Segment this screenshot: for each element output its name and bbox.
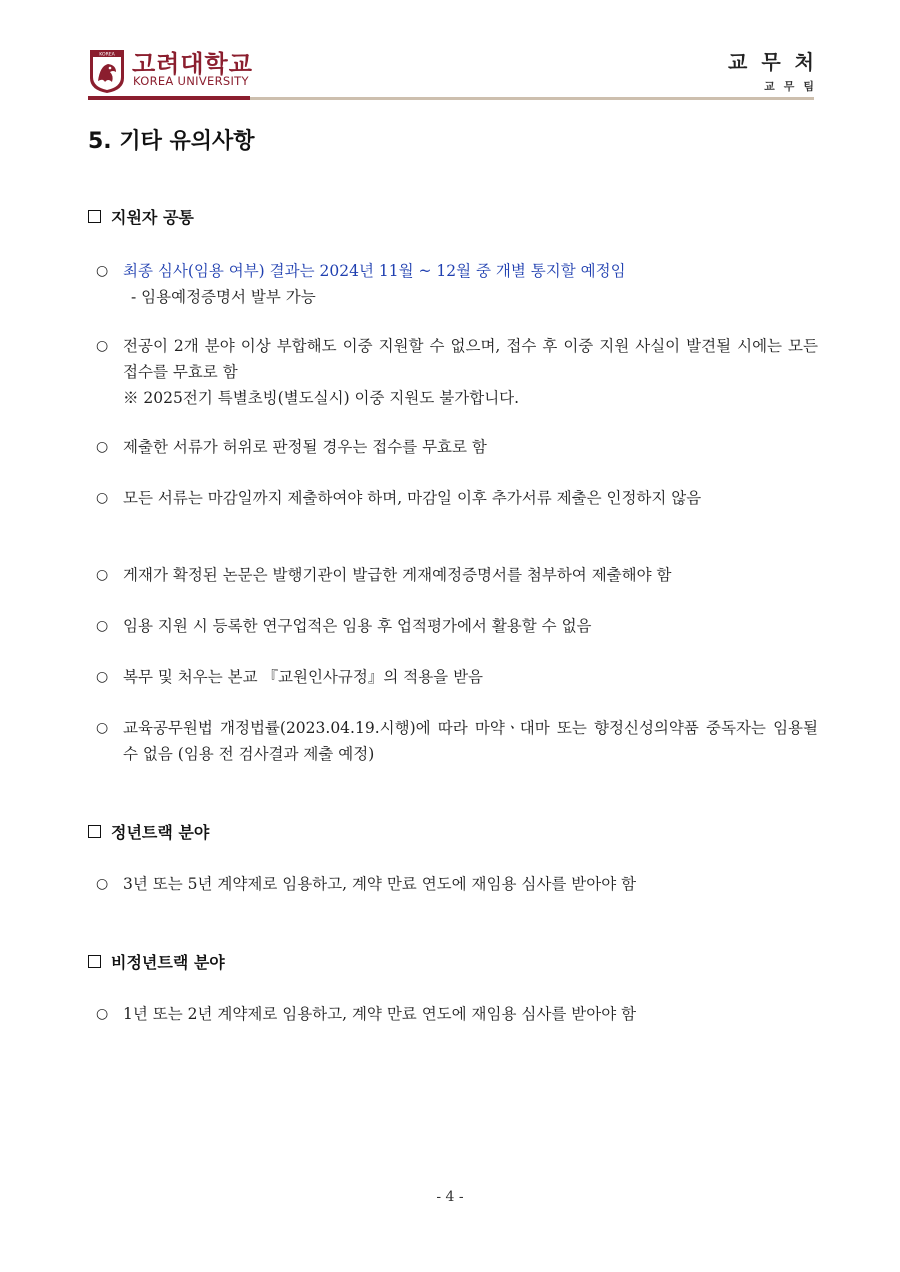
bullet-circle-icon: ○ — [96, 876, 109, 892]
bullet-circle-icon: ○ — [96, 720, 109, 736]
checkbox-square-icon — [88, 955, 101, 968]
department-name: 교무처 — [728, 50, 828, 74]
checkbox-square-icon — [88, 210, 101, 223]
bullet-circle-icon: ○ — [96, 490, 109, 506]
list-item — [96, 258, 818, 310]
bullet-circle-icon: ○ — [96, 567, 109, 583]
item-text: 1년 또는 2년 계약제로 임용하고, 계약 만료 연도에 재임용 심사를 받아야 함 — [123, 1005, 637, 1023]
group-heading-tenure-track — [88, 820, 818, 843]
university-seal-icon — [88, 48, 126, 94]
header-rule — [250, 97, 814, 100]
list-item — [96, 434, 818, 460]
group-heading-label: 비정년트랙 분야 — [111, 953, 225, 972]
item-text: 모든 서류는 마감일까지 제출하여야 하며, 마감일 이후 추가서류 제출은 인정하지 않음 — [123, 489, 702, 507]
list-item — [96, 333, 818, 411]
bullet-circle-icon: ○ — [96, 439, 109, 455]
document-header — [88, 44, 828, 102]
list-item — [96, 715, 818, 767]
item-text: 제출한 서류가 허위로 판정될 경우는 접수를 무효로 함 — [123, 438, 487, 456]
item-text: 전공이 2개 분야 이상 부합해도 이중 지원할 수 없으며, 접수 후 이중 지원 사실이 발견될 시에는 모든 접수를 무효로 함 — [123, 337, 818, 381]
page-number: - 4 - — [436, 1189, 464, 1205]
bullet-circle-icon: ○ — [96, 263, 109, 279]
item-note: ※ 2025전기 특별초빙(별도실시) 이중 지원도 불가합니다. — [123, 389, 520, 407]
list-item — [96, 485, 818, 511]
svg-text:KOREA: KOREA — [99, 52, 115, 58]
section-title: 5. 기타 유의사항 — [88, 129, 255, 154]
bullet-circle-icon: ○ — [96, 1006, 109, 1022]
team-name: 교무팀 — [764, 80, 823, 93]
header-rule-accent — [88, 96, 250, 100]
bullet-circle-icon: ○ — [96, 669, 109, 685]
item-text: 3년 또는 5년 계약제로 임용하고, 계약 만료 연도에 재임용 심사를 받아야 함 — [123, 875, 637, 893]
item-text: 복무 및 처우는 본교 『교원인사규정』의 적용을 받음 — [123, 668, 484, 686]
group-heading-label: 정년트랙 분야 — [111, 823, 210, 842]
item-text: 교육공무원법 개정법률(2023.04.19.시행)에 따라 마약ㆍ대마 또는 향정신성의약품 중독자는 임용될 수 없음 (임용 전 검사결과 제출 예정) — [123, 719, 818, 763]
item-text: 게재가 확정된 논문은 발행기관이 발급한 게재예정증명서를 첨부하여 제출해야 함 — [123, 566, 672, 584]
bullet-circle-icon: ○ — [96, 618, 109, 634]
university-logo-english: KOREA UNIVERSITY — [133, 74, 249, 88]
university-logo-korean: 고려대학교 — [132, 50, 253, 78]
checkbox-square-icon — [88, 825, 101, 838]
list-item — [96, 562, 818, 588]
group-heading-label: 지원자 공통 — [111, 208, 194, 227]
list-item — [96, 664, 818, 690]
group-heading-common — [88, 205, 818, 228]
list-item — [96, 871, 818, 897]
list-item — [96, 1001, 818, 1027]
list-item — [96, 613, 818, 639]
item-text-highlighted: 최종 심사(임용 여부) 결과는 2024년 11월 ~ 12월 중 개별 통지할 예정임 — [123, 262, 626, 280]
item-subtext: - 임용예정증명서 발부 가능 — [131, 288, 316, 306]
bullet-circle-icon: ○ — [96, 338, 109, 354]
group-heading-non-tenure-track — [88, 950, 818, 973]
item-text: 임용 지원 시 등록한 연구업적은 임용 후 업적평가에서 활용할 수 없음 — [123, 617, 592, 635]
